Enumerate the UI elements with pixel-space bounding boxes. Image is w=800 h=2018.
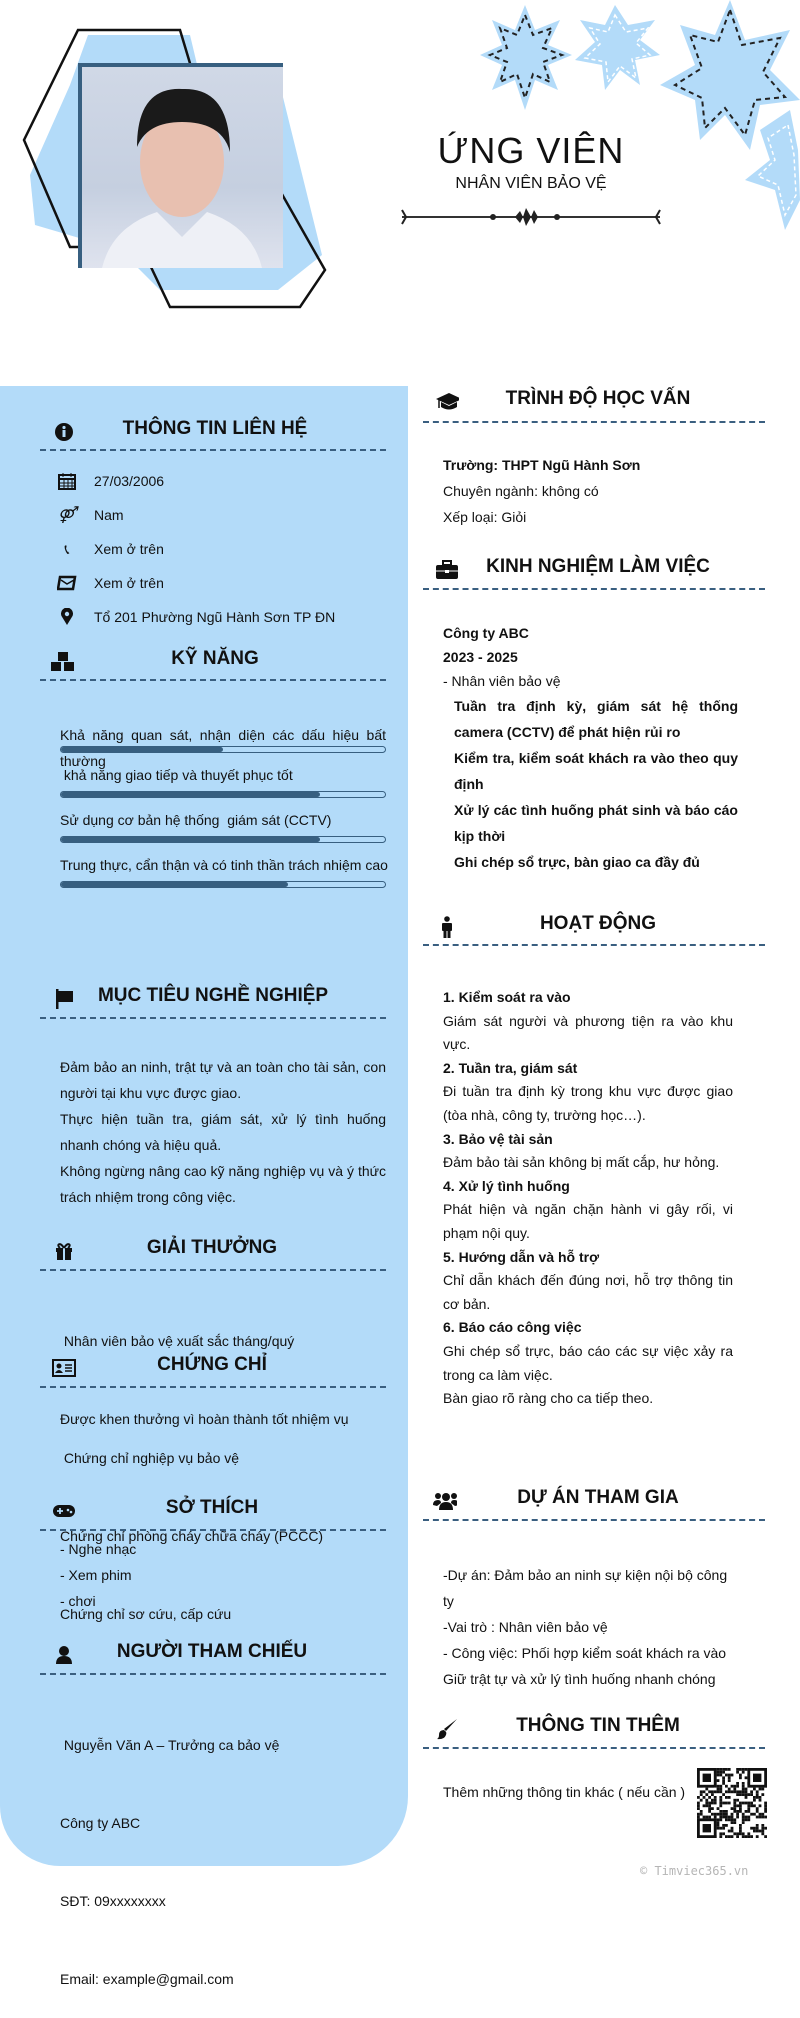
section-header-awards — [40, 1237, 386, 1267]
project-line: - Công việc: Phối hợp kiểm soát khách ra vào — [443, 1645, 727, 1661]
section-title: HOẠT ĐỘNG — [539, 913, 657, 934]
duty-item: Tuần tra định kỳ, giám sát hệ thống camera (CCTV) để phát hiện rủi ro — [454, 698, 738, 740]
duty-item: Kiểm tra, kiểm soát khách ra vào theo quy định — [454, 750, 738, 792]
divider — [40, 1269, 386, 1271]
activity-description: Ghi chép sổ trực, báo cáo các sự việc xảy ra trong ca làm việc. — [443, 1342, 733, 1383]
activity-description: Giám sát người và phương tiện ra vào khu vực. — [443, 1012, 733, 1053]
gift-icon — [52, 1240, 76, 1262]
project-line: -Vai trò : Nhân viên bảo vệ — [443, 1619, 608, 1635]
section-title: KINH NGHIỆM LÀM VIỆC — [486, 556, 710, 577]
reference-item: Công ty ABC — [60, 1815, 141, 1831]
certificate-item: Chứng chỉ sơ cứu, cấp cứu — [60, 1606, 232, 1622]
skill-label: Trung thực, cẩn thận và có tinh thần trách nhiệm cao — [60, 857, 388, 873]
duty-item: Xử lý các tình huống phát sinh và báo cáo kịp thời — [454, 802, 738, 844]
gamepad-icon — [52, 1500, 76, 1522]
activity-heading: 5. Hướng dẫn và hỗ trợ — [443, 1248, 600, 1265]
section-title: MỤC TIÊU NGHỀ NGHIỆP — [97, 985, 329, 1006]
cubes-icon — [50, 651, 74, 673]
role: - Nhân viên bảo vệ — [443, 673, 561, 689]
education-details — [443, 452, 640, 530]
reference-item: SĐT: 09xxxxxxxx — [60, 1893, 166, 1909]
skill-label: Sử dụng cơ bản hệ thống giám sát (CCTV) — [60, 812, 332, 828]
activity-description: Đi tuần tra định kỳ trong khu vực được giao (tòa nhà, công ty, trường học…). — [443, 1083, 733, 1123]
activity-heading: 4. Xử lý tình huống — [443, 1177, 570, 1194]
hobby-item: - Xem phim — [60, 1567, 132, 1583]
skill-level-bar — [60, 881, 386, 888]
section-header-skills — [40, 648, 386, 678]
contact-gender — [56, 505, 124, 525]
envelope-icon — [56, 573, 78, 593]
contact-address — [56, 607, 335, 627]
hobbies-list — [60, 1536, 136, 1614]
address-value: Tổ 201 Phường Ngũ Hành Sơn TP ĐN — [94, 609, 336, 625]
experience-details — [443, 621, 738, 875]
activity-description: Chỉ dẫn khách đến đúng nơi, hỗ trợ thông tin cơ bản. — [443, 1272, 733, 1312]
divider — [40, 679, 386, 681]
section-title: CHỨNG CHỈ — [157, 1354, 267, 1375]
activity-heading: 6. Báo cáo công việc — [443, 1319, 582, 1336]
objective-line: Không ngừng nâng cao kỹ năng nghiệp vụ và ý thức trách nhiệm trong công việc. — [60, 1163, 386, 1205]
project-line: -Dự án: Đảm bảo an ninh sự kiện nội bộ công ty — [443, 1567, 728, 1609]
divider — [40, 449, 386, 451]
references-list — [60, 1680, 279, 2018]
divider — [40, 1673, 386, 1675]
candidate-position: NHÂN VIÊN BẢO VỆ — [455, 175, 607, 192]
male-person-icon — [435, 916, 459, 938]
info-icon — [52, 421, 76, 443]
divider — [423, 421, 765, 423]
paint-brush-icon — [435, 1718, 459, 1740]
section-header-experience — [423, 556, 765, 586]
activity-heading: 2. Tuần tra, giám sát — [443, 1059, 578, 1076]
certificate-item: Chứng chỉ nghiệp vụ bảo vệ — [60, 1450, 240, 1466]
contact-email — [56, 573, 164, 593]
duty-item: Ghi chép sổ trực, bàn giao ca đầy đủ — [454, 854, 700, 870]
birthday-value: 27/03/2006 — [94, 473, 165, 489]
section-title: SỞ THÍCH — [165, 1497, 259, 1518]
skill-level-fill — [61, 792, 320, 797]
divider — [423, 588, 765, 590]
decorative-stars — [480, 0, 800, 230]
divider — [423, 1747, 765, 1749]
contact-birthday — [56, 471, 164, 491]
section-title: THÔNG TIN THÊM — [516, 1715, 680, 1736]
skill-level-fill — [61, 837, 320, 842]
candidate-photo — [78, 63, 283, 268]
activity-description: Phát hiện và ngăn chặn hành vi gây rối, vi phạm nội quy. — [443, 1201, 733, 1241]
project-details — [443, 1562, 738, 1692]
gender-value: Nam — [94, 507, 124, 523]
section-title: NGƯỜI THAM CHIẾU — [116, 1641, 308, 1662]
objective-text — [60, 1054, 386, 1210]
user-icon — [52, 1644, 76, 1666]
skill-label: Khả năng quan sát, nhận diện các dấu hiệu bất thường — [60, 727, 386, 769]
qr-code — [697, 1768, 767, 1838]
certificate-item: Chứng chỉ phòng cháy chữa cháy (PCCC) — [60, 1528, 324, 1544]
skill-level-bar — [60, 791, 386, 798]
section-title: DỰ ÁN THAM GIA — [517, 1487, 679, 1508]
grade: Xếp loại: Giỏi — [443, 509, 527, 525]
award-item: Được khen thưởng vì hoàn thành tốt nhiệm vụ — [60, 1411, 349, 1427]
phone-icon: 📞︎ — [64, 540, 70, 557]
section-title: KỸ NĂNG — [171, 648, 259, 669]
school: Trường: THPT Ngũ Hành Sơn — [443, 457, 641, 473]
section-header-projects — [423, 1487, 765, 1517]
period: 2023 - 2025 — [443, 649, 518, 665]
watermark: © Timviec365.vn — [640, 1864, 749, 1878]
ornament-divider — [400, 207, 662, 227]
skill-label: khả năng giao tiếp và thuyết phục tốt — [60, 767, 293, 783]
activity-heading: 1. Kiểm soát ra vào — [443, 989, 571, 1005]
hobby-item: - Nghe nhạc — [60, 1541, 137, 1557]
hobby-item: - chơi — [60, 1593, 96, 1609]
award-item: Nhân viên bảo vệ xuất sắc tháng/quý — [60, 1333, 295, 1349]
graduation-cap-icon — [435, 391, 459, 413]
divider — [423, 1519, 765, 1521]
company: Công ty ABC — [443, 625, 529, 641]
extra-text: Thêm những thông tin khác ( nếu cần ) — [443, 1784, 686, 1800]
project-line: Giữ trật tự và xử lý tình huống nhanh chóng — [443, 1671, 716, 1687]
activities-list — [443, 986, 733, 1411]
section-title: TRÌNH ĐỘ HỌC VẤN — [505, 388, 691, 409]
contact-phone — [56, 539, 164, 559]
skill-level-bar — [60, 746, 386, 753]
phone-value: Xem ở trên — [94, 541, 164, 557]
map-marker-icon — [56, 607, 78, 627]
reference-item: Nguyễn Văn A – Trưởng ca bảo vệ — [60, 1737, 280, 1753]
section-title: THÔNG TIN LIÊN HỆ — [122, 418, 308, 439]
objective-line: Đảm bảo an ninh, trật tự và an toàn cho tài sản, con người tại khu vực được giao. — [60, 1059, 386, 1101]
skill-level-fill — [61, 747, 223, 752]
divider — [40, 1529, 386, 1531]
skill-level-fill — [61, 882, 288, 887]
divider — [40, 1386, 386, 1388]
activity-description: Đảm bảo tài sản không bị mất cắp, hư hỏng. — [443, 1154, 720, 1171]
objective-line: Thực hiện tuần tra, giám sát, xử lý tình huống nhanh chóng và hiệu quả. — [60, 1111, 386, 1153]
email-value: Xem ở trên — [94, 575, 164, 591]
gender-icon: ⚤ — [57, 507, 77, 524]
activity-description: Bàn giao rõ ràng cho ca tiếp theo. — [443, 1390, 654, 1407]
section-title: GIẢI THƯỞNG — [146, 1237, 278, 1258]
flag-icon — [52, 988, 76, 1010]
section-header-extra — [423, 1715, 765, 1745]
divider — [40, 1017, 386, 1019]
section-header-activities — [423, 913, 765, 943]
section-header-references — [40, 1641, 386, 1671]
reference-item: Email: example@gmail.com — [60, 1971, 234, 1987]
major: Chuyên ngành: không có — [443, 483, 599, 499]
section-header-education — [423, 388, 765, 418]
users-icon — [433, 1490, 457, 1512]
candidate-name: ỨNG VIÊN — [437, 130, 625, 171]
calendar-icon — [56, 471, 78, 491]
id-card-icon — [52, 1357, 76, 1379]
skill-level-bar — [60, 836, 386, 843]
duties-list — [443, 693, 738, 875]
briefcase-icon — [435, 559, 459, 581]
section-header-certificates — [40, 1354, 386, 1384]
divider — [423, 944, 765, 946]
section-header-contact — [40, 418, 386, 448]
activity-heading: 3. Bảo vệ tài sản — [443, 1130, 553, 1147]
section-header-hobbies — [40, 1497, 386, 1527]
section-header-objective — [40, 985, 386, 1015]
